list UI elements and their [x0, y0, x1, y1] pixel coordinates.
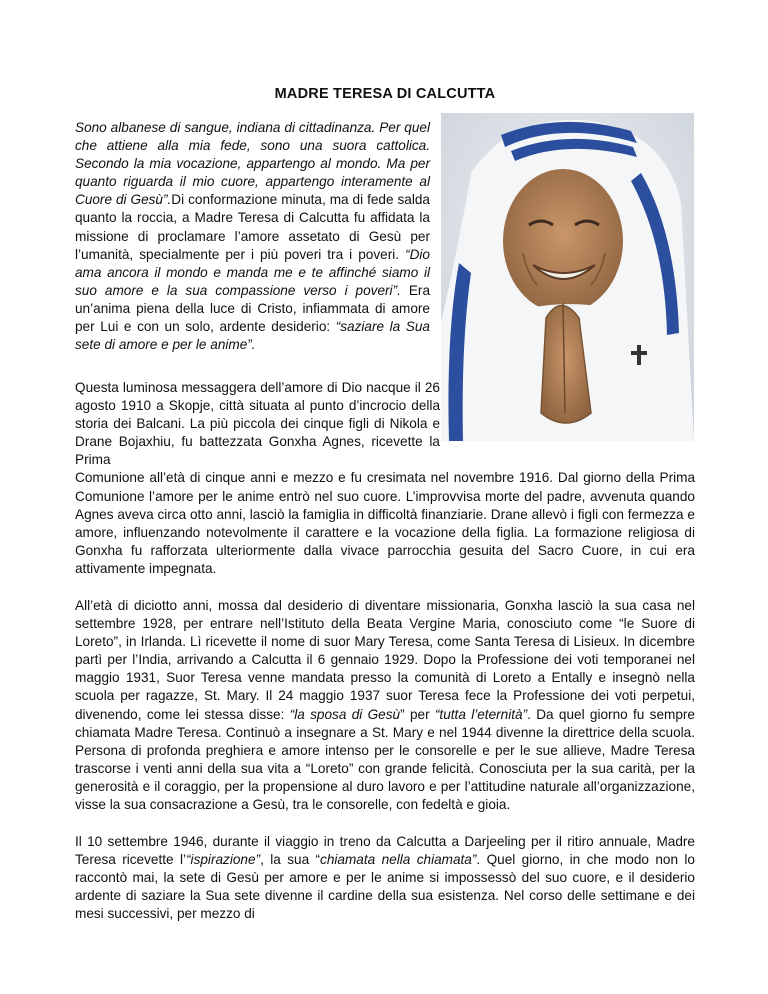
intro-quote-2: “Dio ama ancora il mondo e manda me e te affinché siamo il suo amore e la sua compassione verso i poveri”. — [75, 246, 430, 298]
paragraph-loreto-a: All’età di diciotto anni, mossa dal desiderio di diventare missionaria, Gonxha lasciò la sua casa nel settembre 1928, per entrare nell’Istituto della Beata Vergine Maria, conosciuto come “le Suore di Loreto”, in Irlanda. Lì ricevette il nome di suor Mary Teresa, come Santa Teresa di Lisieux. In dicembre partì per l’India, arrivando a Calcutta il 6 gennaio 1929. Dopo la Professione dei voti temporanei nel maggio 1931, Suor Teresa venne mandata presso la comunità di Loreto a Entally e insegnò nella scuola per ragazze, St. Mary. Il 24 maggio 1937 suor Teresa fece la Professione dei voti perpetui, divenendo, come lei stessa disse: — [75, 598, 695, 722]
intro-quote: Sono albanese di sangue, indiana di cittadinanza. Per quel che attiene alla mia fede, sono una suora cattolica. Secondo la mia vocazione, appartengo al mondo. Ma per quanto riguarda il mio cuore, appartengo interamente al Cuore di Gesù”. — [75, 120, 430, 208]
paragraph-birth — [75, 379, 695, 578]
paragraph-inspiration-b: , la sua “ — [260, 852, 321, 868]
intro-text-2: Era un’anima piena della luce di Cristo, infiammata di amore per Lui e con un solo, ardente desiderio: — [75, 282, 431, 335]
paragraph-inspiration-c: . Quel giorno, in che modo non lo raccontò mai, la sete di Gesù per amore e per le anime si impossessò del suo cuore, e il desiderio ardente di saziare la Sua sete divenne il cardine della sua esistenza. Nel corso delle settimane e dei mesi successivi, per mezzo di — [75, 852, 695, 922]
paragraph-inspiration-quote-1: “ispirazione” — [186, 852, 261, 868]
paragraph-inspiration-quote-2: chiamata nella chiamata” — [320, 852, 477, 868]
paragraph-loreto-b: ” per — [400, 706, 435, 722]
paragraph-loreto-quote-2: “tutta l’eternità” — [434, 706, 528, 722]
intro-paragraph — [75, 119, 430, 354]
paragraph-birth-narrow: Questa luminosa messaggera dell’amore di Dio nacque il 26 agosto 1910 a Skopje, città situata al punto d’incrocio della storia dei Balcani. La più piccola dei cinque figli di Nikola e Drane Bojaxhiu, fu battezzata Gonxha Agnes, ricevette la Prima — [75, 380, 440, 468]
paragraph-loreto — [75, 597, 695, 814]
paragraph-loreto-quote-1: “la sposa di Gesù — [289, 706, 401, 722]
intro-quote-3: “saziare la Sua sete di amore e per le anime”. — [75, 319, 430, 353]
paragraph-inspiration-a: Il 10 settembre 1946, durante il viaggio in treno da Calcutta a Darjeeling per il ritiro annuale, Madre Teresa ricevette l’ — [75, 834, 695, 868]
paragraph-birth-wide: Comunione all’età di cinque anni e mezzo e fu cresimata nel novembre 1916. Dal giorno della Prima Comunione l’amore per le anime entrò nel suo cuore. L’improvvisa morte del padre, avvenuta quando Agnes aveva circa otto anni, lasciò la famiglia in difficoltà finanziarie. Drane allevò i figli con fermezza e amore, influenzando notevolmente il carattere e la vocazione della figlia. La formazione religiosa di Gonxha fu rafforzata ulteriormente dalla vivace parrocchia gesuita del Sacro Cuore, in cui era attivamente impegnata. — [75, 470, 695, 576]
paragraph-loreto-c: . Da quel giorno fu sempre chiamata Madre Teresa. Continuò a insegnare a St. Mary e nel 1944 divenne la direttrice della scuola. Persona di profonda preghiera e amore intenso per le consorelle e per le sue allieve, Madre Teresa trascorse i venti anni della sua vita a “Loreto” con grande felicità. Conosciuta per la sua carità, per la generosità e il coraggio, per la propensione al duro lavoro e per l’attitudine naturale all’organizzazione, visse la sua consacrazione a Gesù, tra le consorelle, con fedeltà e gioia. — [75, 706, 695, 813]
intro-text-1: Di conformazione minuta, ma di fede salda quanto la roccia, a Madre Teresa di Calcutta fu affidata la missione di proclamare l’amore assetato di Gesù per l’umanità, specialmente per i più poveri tra i poveri. — [75, 192, 430, 262]
paragraph-inspiration — [75, 833, 695, 923]
page-title: MADRE TERESA DI CALCUTTA — [274, 86, 496, 102]
